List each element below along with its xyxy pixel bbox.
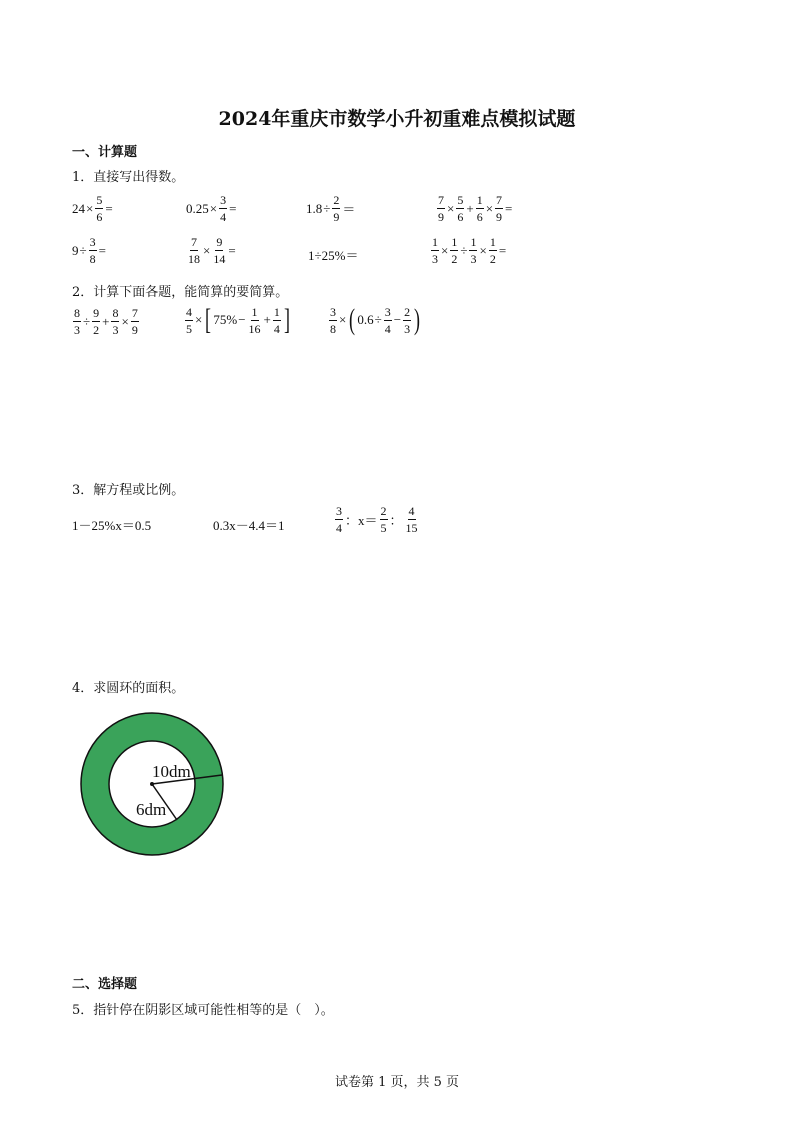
section-heading-choice: 二、选择题 [72,977,138,992]
denominator: 9 [438,210,444,224]
denominator: 5 [186,321,192,336]
fraction [403,306,411,335]
equation-text: 0.3x－4.4＝1 [213,518,285,533]
denominator: 6 [457,210,464,224]
left-bracket: [ [205,303,212,336]
annulus-figure [78,710,226,858]
operator: × [339,312,347,327]
fraction [131,307,139,336]
operator: − [393,312,402,327]
numerator: 7 [438,193,444,207]
left-parenthesis: ( [349,303,356,336]
right-parenthesis: ) [414,303,421,336]
numerator: 2 [380,504,387,518]
operator: × [485,200,494,216]
page-footer: 试卷第 1 页，共 5 页 [334,1075,460,1090]
expression-text: 1÷25%＝ [308,248,359,263]
denominator: 15 [405,521,418,535]
fraction [212,236,226,265]
fraction [332,194,340,223]
operator: − [238,312,246,327]
denominator: 6 [476,210,483,224]
numerator: 1 [489,235,496,249]
operator: ÷ [79,242,87,258]
denominator: 9 [333,210,340,224]
denominator: 6 [96,210,103,224]
fraction [489,236,497,265]
fraction [431,236,439,265]
numerator: 8 [74,306,80,320]
denominator: 5 [380,521,387,535]
denominator: 4 [336,521,342,535]
question-5-prompt: 5．指针停在阴影区域可能性相等的是（ ）。 [72,1003,334,1018]
operator: × [121,313,129,329]
numerator: 1 [476,193,483,207]
numerator: 2 [404,304,411,319]
denominator: 3 [112,323,119,337]
ratio-expression: ：x＝ [345,513,378,528]
denominator: 4 [220,210,227,224]
fraction [219,194,227,223]
fraction [476,194,484,223]
operator: × [203,242,211,258]
q1-item-b [186,194,237,223]
operator: ÷ [83,313,91,329]
q1-item-h [430,236,507,265]
q1-item-f [186,236,237,265]
whole-number: 24 [72,200,85,216]
whole-number: 9 [72,242,79,258]
numerator: 1 [432,235,438,249]
operator: + [102,313,110,329]
numerator: 9 [93,306,100,320]
fraction [111,307,119,336]
center-point [150,782,154,786]
whole-number: 0.25 [186,200,209,216]
fraction [248,306,262,335]
numerator: 3 [89,235,96,249]
equation-text: 1－25%x＝0.5 [72,518,152,533]
q1-item-g [308,245,358,264]
fraction [437,194,445,223]
numerator: 1 [251,304,258,319]
q3-item-c [334,505,420,534]
numerator: 5 [96,193,103,207]
fraction [469,236,477,265]
fraction [335,505,343,534]
numerator: 8 [112,306,119,320]
operator: + [466,200,474,216]
operator: × [441,242,449,258]
equals-sign: ＝ [342,202,356,217]
denominator: 9 [496,210,503,224]
decimal-value: 0.6 [357,312,374,327]
denominator: 9 [131,323,138,337]
whole-number: 1.8 [306,200,323,216]
fraction [73,307,81,336]
fraction [89,236,97,265]
denominator: 8 [89,252,96,266]
equals-sign: = [229,200,237,216]
numerator: 5 [457,193,464,207]
fraction [273,306,281,335]
numerator: 3 [330,304,336,319]
operator: + [263,312,271,327]
question-1-prompt: 1．直接写出得数。 [72,170,185,185]
denominator: 4 [384,321,391,336]
numerator: 7 [191,235,197,249]
ratio-colon: ： [389,513,403,528]
numerator: 1 [470,235,477,249]
fraction [450,236,458,265]
question-2-prompt: 2．计算下面各题，能简算的要简算。 [72,285,289,300]
equals-sign: = [228,242,236,258]
percent-value: 75% [213,312,238,327]
denominator: 14 [213,252,226,266]
fraction [456,194,464,223]
denominator: 3 [74,323,80,337]
numerator: 3 [220,193,227,207]
fraction [185,306,193,335]
operator: ÷ [323,200,331,216]
numerator: 3 [384,304,391,319]
operator: × [447,200,455,216]
outer-radius-label: 10dm [152,762,191,781]
numerator: 7 [131,306,138,320]
question-3-prompt: 3．解方程或比例。 [72,483,185,498]
equals-sign: = [98,242,106,258]
numerator: 1 [273,304,280,319]
q2-item-c [328,305,422,335]
fraction [380,505,388,534]
fraction [384,306,392,335]
fraction [495,194,503,223]
numerator: 4 [186,304,192,319]
numerator: 7 [496,193,503,207]
operator: × [479,242,487,258]
denominator: 3 [470,252,477,266]
operator: × [209,200,218,216]
numerator: 1 [451,235,458,249]
denominator: 16 [248,321,261,336]
equals-sign: = [105,200,113,216]
q3-item-a [72,515,151,534]
fraction [329,306,337,335]
q1-item-c [306,194,356,223]
operator: ÷ [460,242,468,258]
fraction [95,194,103,223]
denominator: 3 [432,252,438,266]
operator: ÷ [374,312,382,327]
operator: × [86,200,94,216]
numerator: 9 [216,235,223,249]
denominator: 8 [330,321,336,336]
q2-item-a [72,307,140,336]
page-title: 2024年重庆市数学小升初重难点模拟试题 [218,108,576,130]
inner-radius-label: 6dm [136,800,167,819]
equals-sign: = [498,242,507,258]
fraction [405,505,419,534]
denominator: 2 [489,252,496,266]
denominator: 2 [451,252,458,266]
numerator: 2 [333,193,340,207]
section-heading-calculation: 一、计算题 [72,145,138,160]
right-bracket: ] [283,303,290,336]
denominator: 18 [188,252,200,266]
equals-sign: = [505,200,513,216]
fraction [187,236,201,265]
q3-item-b [213,515,285,534]
denominator: 2 [93,323,100,337]
q1-item-e [72,236,107,265]
q1-item-a [72,194,114,223]
numerator: 3 [336,504,342,518]
question-4-prompt: 4．求圆环的面积。 [72,681,185,696]
denominator: 3 [404,321,411,336]
operator: × [195,312,203,327]
fraction [92,307,100,336]
q1-item-d [436,194,513,223]
q2-item-b [184,305,292,335]
denominator: 4 [273,321,280,336]
numerator: 4 [408,504,415,518]
